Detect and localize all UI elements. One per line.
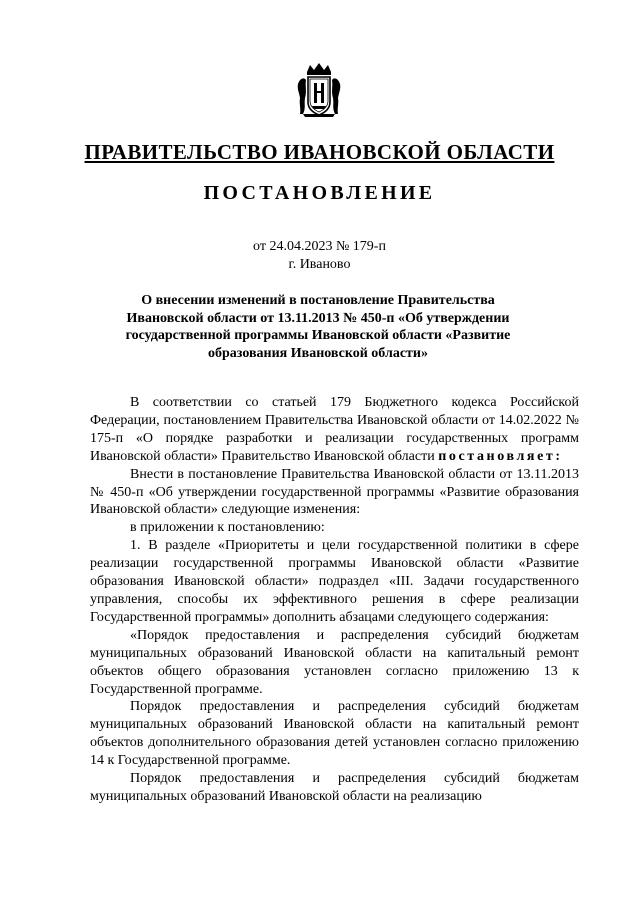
document-type: ПОСТАНОВЛЕНИЕ [203, 182, 436, 204]
paragraph-1-text: В соответствии со статьей 179 Бюджетного кодекса Российской Федерации, постановлением Правительства Ивановской области от 14.02.2022 № 175-п «О порядке разработки и реализации государственных программ Ивановской области» Правительство Ивановской области [90, 395, 579, 464]
paragraph-1 [90, 394, 579, 466]
paragraph-6: Порядок предоставления и распределения субсидий бюджетам муниципальных образований Ивановской области на капитальный ремонт объектов дополнительного образования детей установлен согласно приложению 14 к Государственной программе. [90, 699, 579, 769]
paragraph-7: Порядок предоставления и распределения субсидий бюджетам муниципальных образований Ивановской области на реализацию [90, 771, 579, 804]
document-body [90, 394, 579, 806]
paragraph-4: 1. В разделе «Приоритеты и цели государственной политики в сфере реализации государственной программы Ивановской области «Развитие образования Ивановской области» подраздел «III. Задачи государственного управления, способы их эффективного решения в сфере реализации Государственной программы» дополнить абзацами следующего содержания: [90, 538, 579, 625]
document-title: О внесении изменений в постановление Правительства Ивановской области от 13.11.2013 № 450-п «Об утверждении государственной программы Ивановской области «Развитие образования Ивановской области» [125, 293, 511, 361]
organization-name: ПРАВИТЕЛЬСТВО ИВАНОВСКОЙ ОБЛАСТИ [84, 140, 555, 164]
paragraph-3: в приложении к постановлению: [130, 520, 325, 536]
document-date-number: от 24.04.2023 № 179-п [253, 239, 386, 254]
paragraph-2: Внести в постановление Правительства Ивановской области от 13.11.2013 № 450-п «Об утверждении государственной программы «Развитие образования Ивановской области» следующие изменения: [90, 466, 579, 518]
resolves-word: постановляет: [438, 448, 563, 464]
paragraph-5: «Порядок предоставления и распределения субсидий бюджетам муниципальных образований Ивановской области на капитальный ремонт объектов общего образования установлен согласно приложению 13 к Государственной программе. [90, 627, 579, 697]
coat-of-arms-icon [297, 62, 341, 118]
document-city: г. Иваново [288, 257, 351, 272]
